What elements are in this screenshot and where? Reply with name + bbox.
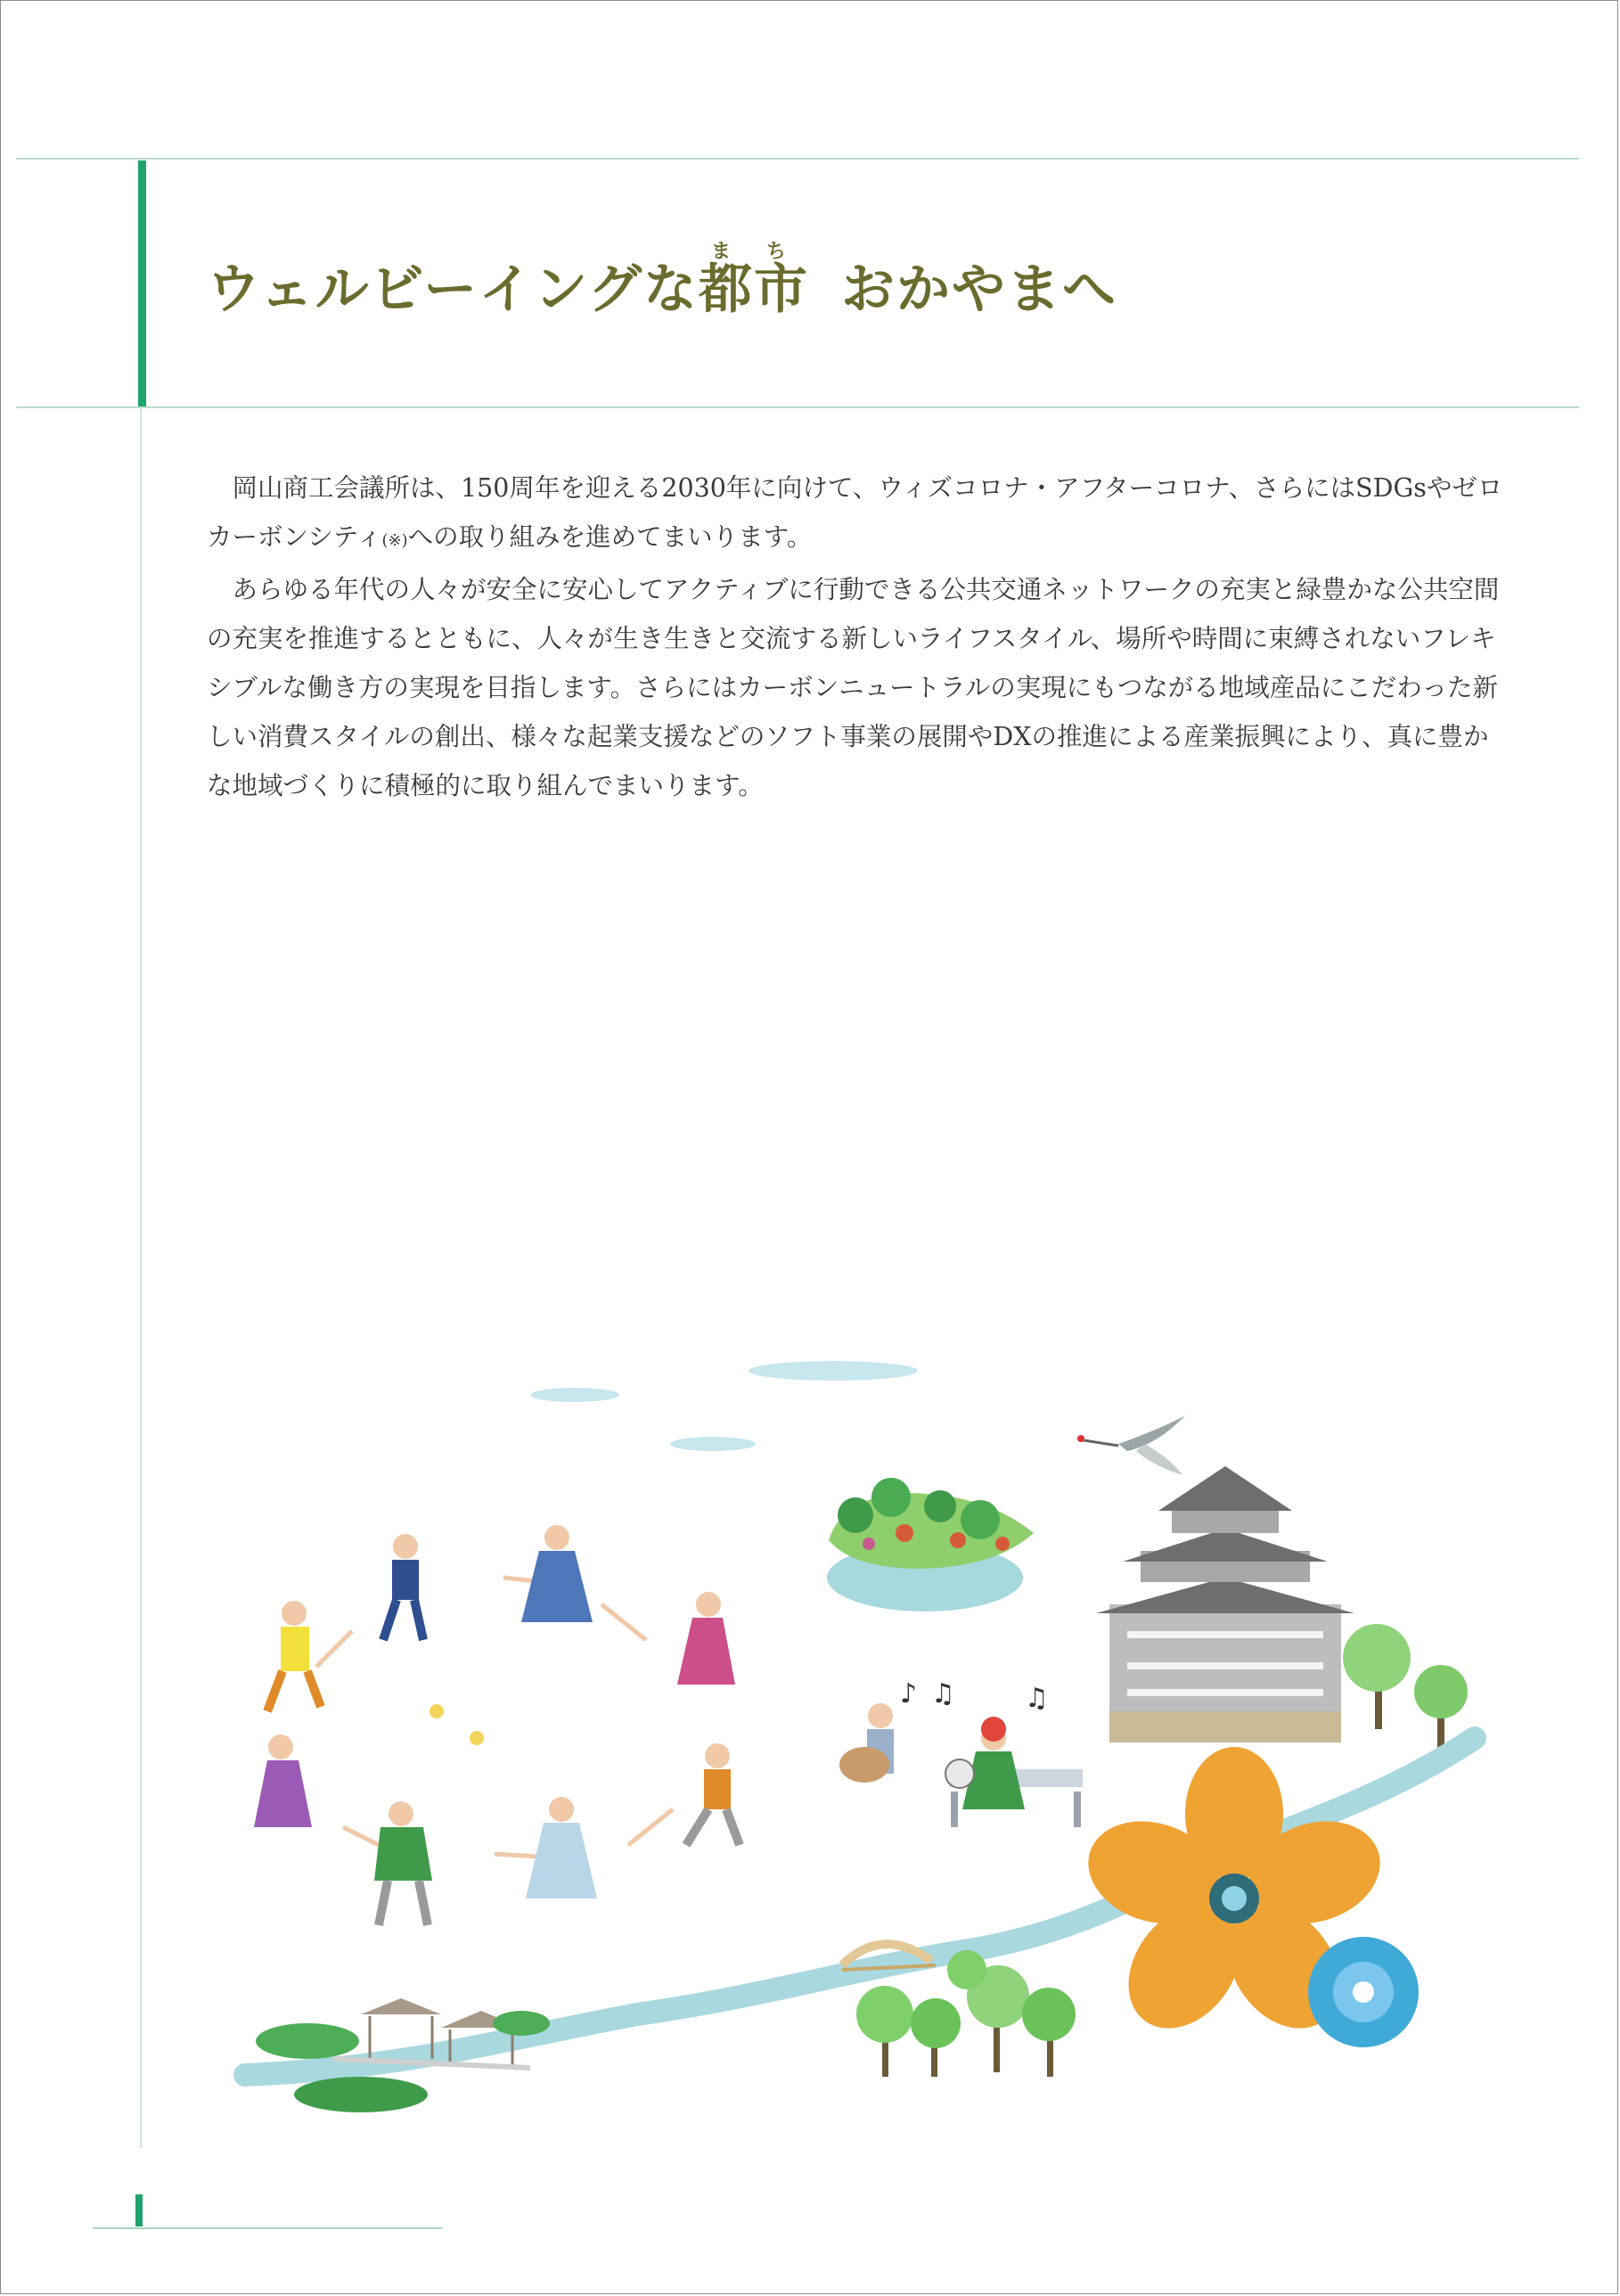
paragraph-1-text-a: 岡山商工会議所は、150周年を迎える2030年に向けて、ウィズコロナ・アフターコロナ、さらにはSDGsやゼロカーボンシティ xyxy=(207,473,1503,552)
clouds xyxy=(530,1361,918,1451)
heading-bottom-rule xyxy=(16,406,1579,408)
butterflies-icon xyxy=(430,1704,484,1745)
body-text xyxy=(207,463,1508,810)
dancer-3 xyxy=(521,1525,593,1622)
svg-text:♫: ♫ xyxy=(1025,1683,1049,1714)
dancer-5 xyxy=(686,1743,740,1845)
title-ruby xyxy=(699,241,809,321)
dancer-1 xyxy=(267,1601,321,1711)
dancing-circle-icon xyxy=(254,1525,740,1925)
paragraph-1 xyxy=(207,463,1508,565)
city-illustration xyxy=(227,1310,1501,2112)
title-part-2: おかやまへ xyxy=(841,258,1117,321)
flower-blue-icon xyxy=(1308,1937,1419,2047)
title-part-1: ウェルビーイングな xyxy=(207,258,699,321)
page-title xyxy=(207,241,1117,321)
heading-accent-bar xyxy=(138,160,146,406)
castle-icon xyxy=(1096,1466,1354,1742)
paragraph-1-text-b: への取り組みを進めてまいります。 xyxy=(407,522,813,552)
paragraph-2: あらゆる年代の人々が安全に安心してアクティブに行動できる公共交通ネットワークの充実と緑豊かな公共空間の充実を推進するとともに、人々が生き生きと交流する新しいライフスタイル、場所や時間に束縛されないフレキシブルな働き方の実現を目指します。さらにはカーボンニュートラルの実現にもつながる地域産品にこだわった新しい消費スタイルの創出、様々な起業支援などのソフト事業の展開やDXの推進による産業振興により、真に豊かな地域づくりに積極的に取り組んでまいります。 xyxy=(207,575,1500,800)
top-rule xyxy=(16,158,1579,160)
garden-island-icon xyxy=(827,1478,1034,1611)
dancer-6 xyxy=(526,1797,597,1898)
musicians-bench-icon xyxy=(839,1678,1083,1827)
footer-rule xyxy=(93,2227,442,2229)
crane-bird-icon xyxy=(1077,1415,1185,1475)
footnote-mark: (※) xyxy=(381,531,408,550)
title-ruby-reading: まち xyxy=(699,241,809,263)
svg-text:♪: ♪ xyxy=(900,1678,918,1710)
svg-text:♫: ♫ xyxy=(931,1678,955,1710)
dancer-4 xyxy=(677,1592,735,1685)
dancer-2 xyxy=(383,1534,423,1640)
dancer-8 xyxy=(254,1734,312,1827)
margin-vertical-line xyxy=(140,408,142,2148)
footer-accent-bar xyxy=(135,2194,143,2226)
dancer-7 xyxy=(374,1801,432,1925)
tree-icon xyxy=(1343,1624,1468,1751)
title-ruby-base: 都市 xyxy=(699,258,809,321)
